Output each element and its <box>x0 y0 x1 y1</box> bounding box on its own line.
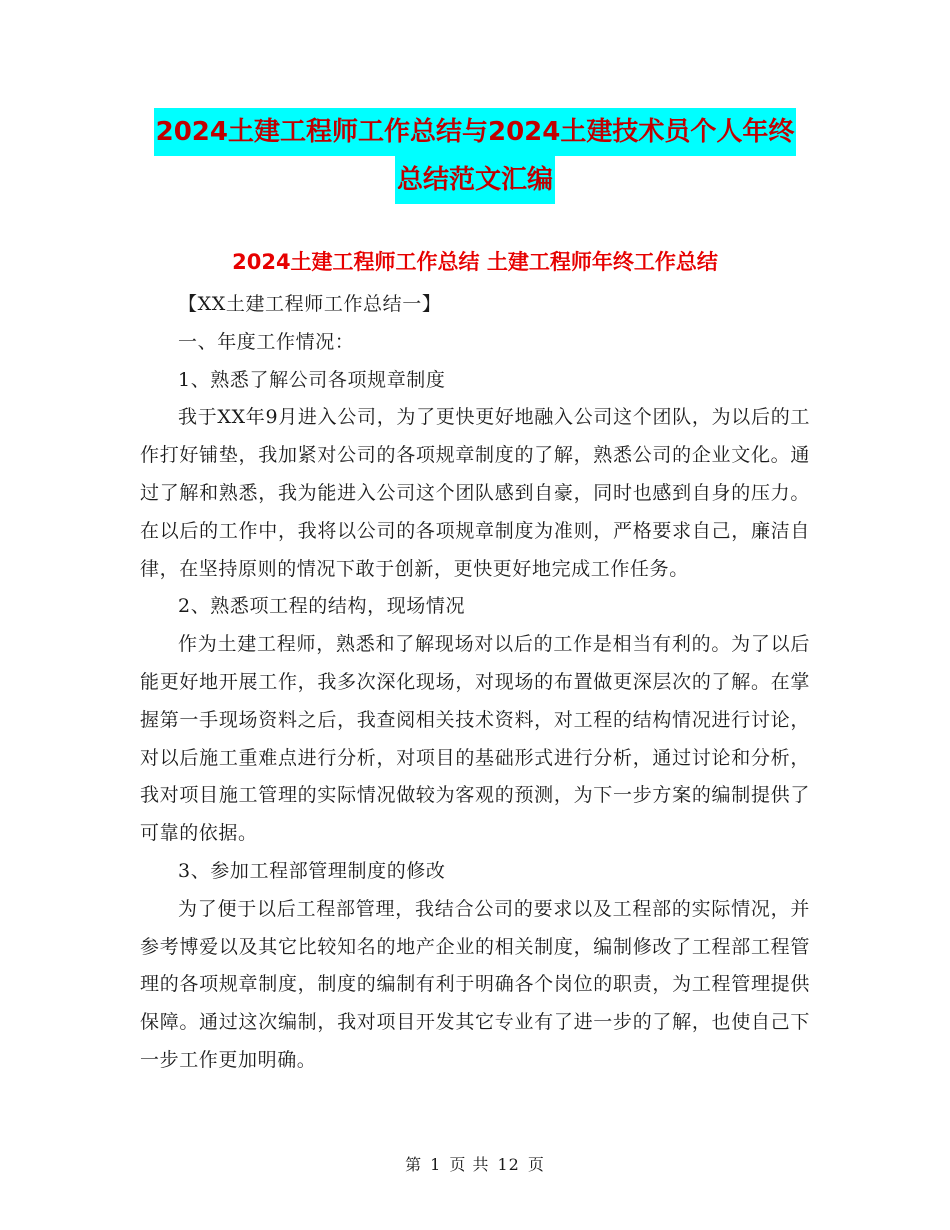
footer-middle: 页 共 <box>449 1155 490 1174</box>
footer-page-current: 1 <box>430 1155 442 1174</box>
document-title <box>140 108 810 204</box>
heading-item-3: 3、参加工程部管理制度的修改 <box>178 859 446 882</box>
title-line-2: 总结范文汇编 <box>395 156 555 204</box>
section-heading-xx: 【XX土建工程师工作总结一】 <box>178 293 442 315</box>
title-line-1: 2024土建工程师工作总结与2024土建技术员个人年终 <box>154 108 797 156</box>
heading-item-1: 1、熟悉了解公司各项规章制度 <box>178 368 446 391</box>
page-footer <box>0 1152 950 1175</box>
footer-page-total: 12 <box>497 1155 520 1174</box>
paragraph-item-1: 我于XX年9月进入公司，为了更快更好地融入公司这个团队，为以后的工作打好铺垫，我加紧对公司的各项规章制度的了解，熟悉公司的企业文化。通过了解和熟悉，我为能进入公司这个团队感到自豪，同时也感到自身的压力。在以后的工作中，我将以公司的各项规章制度为准则，严格要求自己，廉洁自律，在坚持原则的情况下敢于创新，更快更好地完成工作任务。 <box>140 406 810 580</box>
footer-prefix: 第 <box>405 1155 423 1174</box>
heading-annual-work: 一、年度工作情况： <box>178 330 355 353</box>
paragraph-item-3: 为了便于以后工程部管理，我结合公司的要求以及工程部的实际情况，并参考博爱以及其它比较知名的地产企业的相关制度，编制修改了工程部工程管理的各项规章制度，制度的编制有利于明确各个岗位的职责，为工程管理提供保障。通过这次编制，我对项目开发其它专业有了进一步的了解，也使自己下一步工作更加明确。 <box>140 897 810 1071</box>
heading-item-2: 2、熟悉项工程的结构，现场情况 <box>178 595 466 618</box>
footer-suffix: 页 <box>527 1155 545 1174</box>
document-body <box>140 286 810 1080</box>
paragraph-item-2: 作为土建工程师，熟悉和了解现场对以后的工作是相当有利的。为了以后能更好地开展工作，我多次深化现场，对现场的布置做更深层次的了解。在掌握第一手现场资料之后，我查阅相关技术资料，对工程的结构情况进行讨论，对以后施工重难点进行分析，对项目的基础形式进行分析，通过讨论和分析，我对项目施工管理的实际情况做较为客观的预测，为下一步方案的编制提供了可靠的依据。 <box>140 633 810 845</box>
section-subtitle: 2024土建工程师工作总结 土建工程师年终工作总结 <box>232 250 718 274</box>
